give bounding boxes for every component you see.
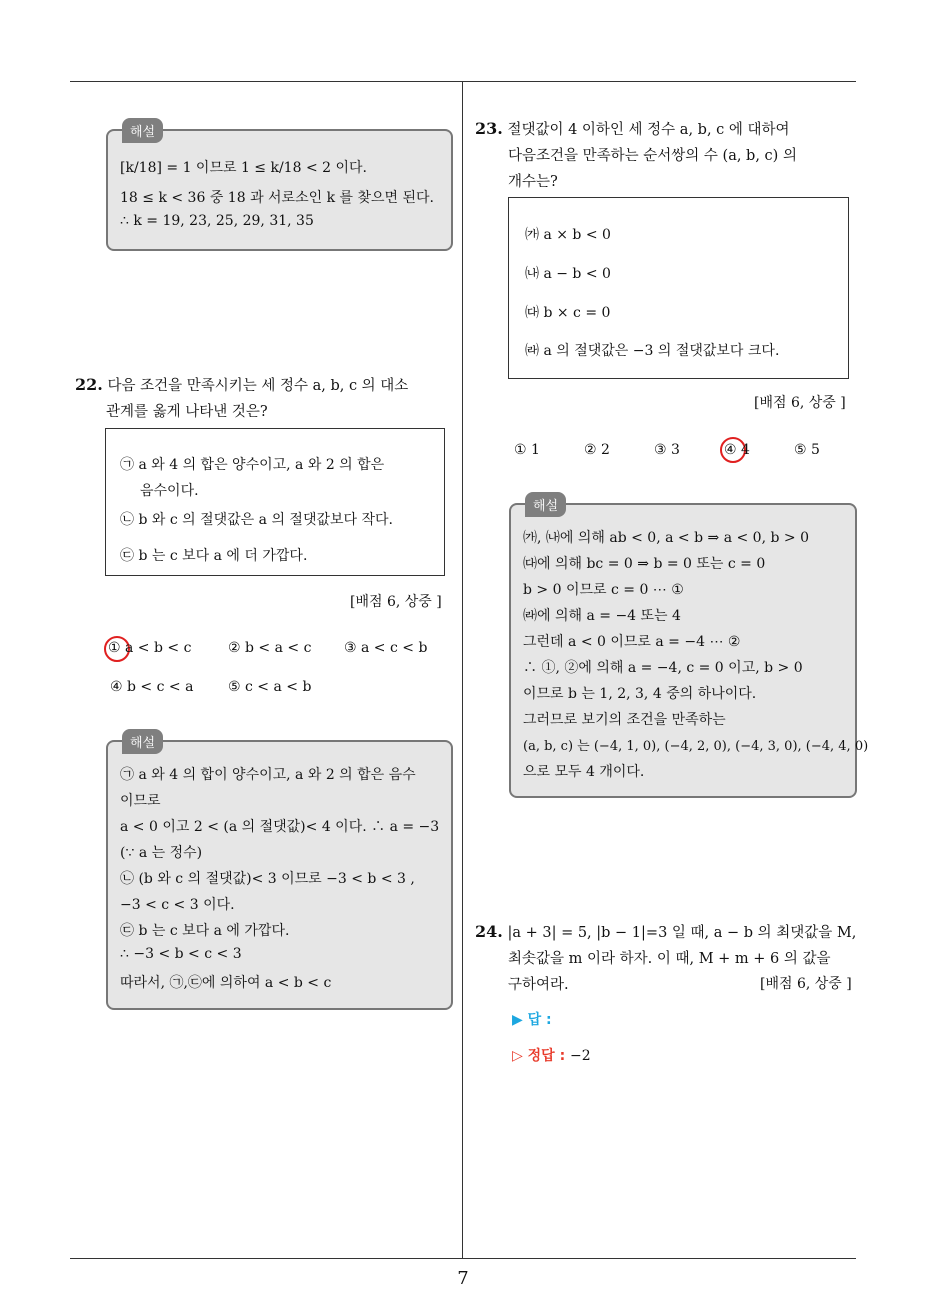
choice-3[interactable]: ③ a < c < b <box>344 640 428 656</box>
question-22-text <box>75 374 408 395</box>
choice-5[interactable]: ⑤ c < a < b <box>228 679 312 695</box>
question-text: 다음 조건을 만족시키는 세 정수 a, b, c 의 대소 <box>107 378 409 394</box>
column-divider <box>462 82 463 1258</box>
solution-line: 따라서, ㉠,㉢에 의하여 a < b < c <box>120 975 332 991</box>
solution-line: ∴ k = 19, 23, 25, 29, 31, 35 <box>120 213 314 229</box>
condition-line: ㉢ b 는 c 보다 a 에 더 가깝다. <box>120 548 308 564</box>
solution-line: (∵ a 는 정수) <box>120 845 203 861</box>
question-text: |a + 3| = 5, |b − 1|=3 일 때, a − b 의 최댓값을 M, <box>507 925 857 941</box>
solution-line: −3 < c < 3 이다. <box>120 897 235 913</box>
question-23-text-line3: 개수는? <box>508 174 558 190</box>
solution-line: [k/18] = 1 이므로 1 ≤ k/18 < 2 이다. <box>120 160 367 176</box>
solution-line: ∴ −3 < b < c < 3 <box>120 946 242 962</box>
solution-line: ㈐에 의해 bc = 0 ⇒ b = 0 또는 c = 0 <box>523 556 766 572</box>
question-24-text-line2: 최솟값을 m 이라 하자. 이 때, M + m + 6 의 값을 <box>508 951 831 967</box>
correct-answer-value: −2 <box>570 1048 591 1064</box>
solution-box-23 <box>509 499 869 798</box>
condition-line: ㉠ a 와 4 의 합은 양수이고, a 와 2 의 합은 <box>120 457 385 473</box>
question-22-score: [배점 6, 상중 ] <box>350 594 442 610</box>
solution-line: ㉠ a 와 4 의 합이 양수이고, a 와 2 의 합은 음수 <box>120 767 416 783</box>
solution-line: 그런데 a < 0 이므로 a = −4 ⋯ ② <box>523 634 741 650</box>
bottom-rule <box>70 1258 856 1259</box>
solution-tag: 해설 <box>122 118 163 143</box>
question-number: 23. <box>475 119 503 138</box>
solution-line: ∴ ①, ②에 의해 a = −4, c = 0 이고, b > 0 <box>523 660 803 676</box>
question-24-text <box>475 921 856 942</box>
solution-line: ㈑에 의해 a = −4 또는 4 <box>523 608 681 624</box>
solution-line: ㉡ (b 와 c 의 절댓값)< 3 이므로 −3 < b < 3 , <box>120 871 415 887</box>
choice-1[interactable]: ① a < b < c <box>108 640 192 656</box>
choice-3[interactable]: ③ 3 <box>654 442 680 458</box>
top-rule <box>70 81 856 82</box>
condition-line: ㈑ a 의 절댓값은 −3 의 절댓값보다 크다. <box>525 343 780 359</box>
correct-answer <box>512 1045 591 1065</box>
solution-line: b > 0 이므로 c = 0 ⋯ ① <box>523 582 684 598</box>
question-23-score: [배점 6, 상중 ] <box>754 395 846 411</box>
choice-1[interactable]: ① 1 <box>514 442 540 458</box>
condition-line: ㉡ b 와 c 의 절댓값은 a 의 절댓값보다 작다. <box>120 512 393 528</box>
condition-line: ㈐ b × c = 0 <box>525 305 611 321</box>
solution-line: ㉢ b 는 c 보다 a 에 가깝다. <box>120 923 290 939</box>
solution-box-22 <box>106 736 453 1010</box>
question-23-text <box>475 118 790 139</box>
question-number: 22. <box>75 375 103 394</box>
question-24-score: [배점 6, 상중 ] <box>760 976 852 992</box>
question-23-text-line2: 다음조건을 만족하는 순서쌍의 수 (a, b, c) 의 <box>508 148 797 164</box>
correct-answer-label: ▷ 정답 : <box>512 1048 566 1064</box>
answer-input-label[interactable]: ▶ 답 : <box>512 1012 552 1028</box>
choice-4[interactable]: ④ b < c < a <box>110 679 194 695</box>
solution-line: 이므로 <box>120 793 161 809</box>
question-22-text-line2: 관계를 옳게 나타낸 것은? <box>106 404 268 420</box>
choice-4[interactable]: ④ 4 <box>724 442 750 458</box>
condition-line: ㈎ a × b < 0 <box>525 227 611 243</box>
solution-box-21 <box>106 125 453 251</box>
solution-line: a < 0 이고 2 < (a 의 절댓값)< 4 이다. ∴ a = −3 <box>120 819 440 835</box>
question-23-conditions-box <box>508 197 849 379</box>
choice-2[interactable]: ② 2 <box>584 442 610 458</box>
solution-tag: 해설 <box>525 492 566 517</box>
question-number: 24. <box>475 922 503 941</box>
solution-line: 그러므로 보기의 조건을 만족하는 <box>523 712 726 728</box>
question-24-text-line3: 구하여라. <box>508 977 569 993</box>
page-number: 7 <box>457 1268 469 1289</box>
solution-line: ㈎, ㈏에 의해 ab < 0, a < b ⇒ a < 0, b > 0 <box>523 530 809 546</box>
condition-line: ㈏ a − b < 0 <box>525 266 611 282</box>
choice-2[interactable]: ② b < a < c <box>228 640 312 656</box>
question-text: 절댓값이 4 이하인 세 정수 a, b, c 에 대하여 <box>507 122 790 138</box>
solution-line: (a, b, c) 는 (−4, 1, 0), (−4, 2, 0), (−4, 3, 0), (−4, 4, 0) <box>523 739 869 754</box>
solution-line: 18 ≤ k < 36 중 18 과 서로소인 k 를 찾으면 된다. <box>120 190 435 206</box>
solution-tag: 해설 <box>122 729 163 754</box>
condition-line: 음수이다. <box>140 483 199 499</box>
choice-5[interactable]: ⑤ 5 <box>794 442 820 458</box>
solution-line: 이므로 b 는 1, 2, 3, 4 중의 하나이다. <box>523 686 757 702</box>
solution-line: 으로 모두 4 개이다. <box>523 764 645 780</box>
question-22-conditions-box <box>105 428 445 576</box>
